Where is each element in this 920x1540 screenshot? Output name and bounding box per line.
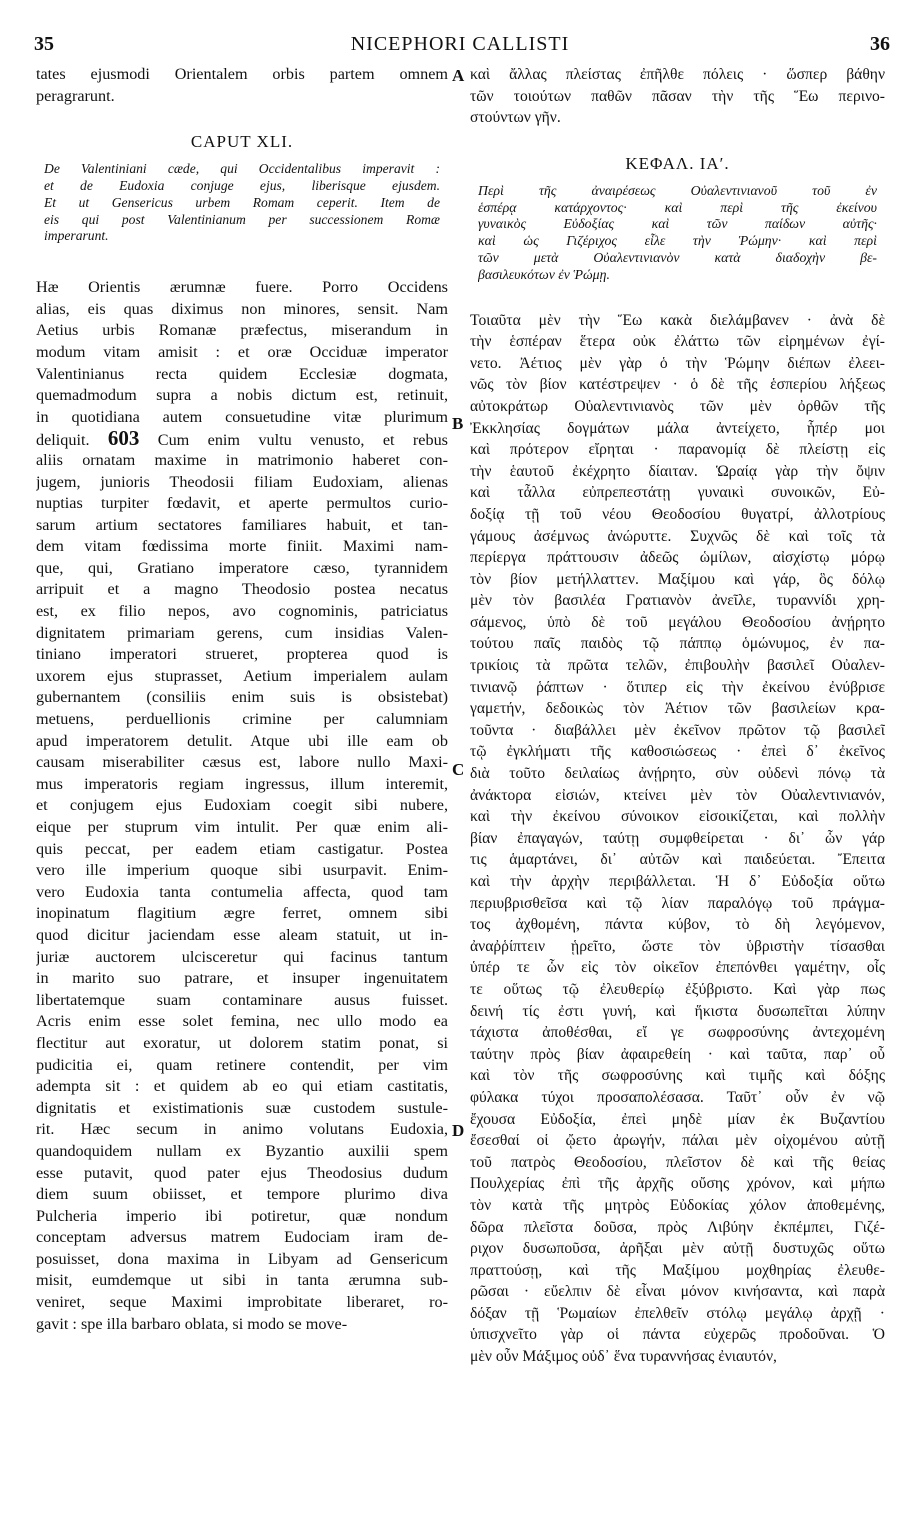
text-line: μὲν τὸν βασιλέα Γρατιανὸν ἀνεῖλε, τυραννίδι χρη- — [470, 592, 885, 610]
margin-letter-a: A — [452, 66, 465, 85]
text-line: est, ex filio nepos, avo cognominis, patriciatus — [36, 602, 448, 621]
text-line: γαμετήν, δεδοικὼς τὸν Ἀέτιον τῶν βασιλείων κρα- — [470, 700, 885, 718]
greek-chapter-heading: ΚΕΦΑΛ. ΙΑʹ. — [625, 153, 730, 173]
text-line: Πουλχερίας ἐπὶ τῆς ἀρχῆς οὔσης χρόνον, καὶ μήπω — [470, 1175, 885, 1193]
text-line: δεινή τίς ἐστι γυνή, καὶ ἥκιστα δυσωπεῖται λύπην — [470, 1002, 885, 1020]
text-line: causam miserabiliter cæsus est, labore nullo Maxi- — [36, 753, 448, 772]
text-line: καὶ πρότερον εἴρηται · παρανομίᾳ δὲ πλείστῃ εἰς — [470, 441, 885, 459]
latin-chapter-heading: CAPUT XLI. — [190, 132, 294, 152]
text-line: quod dicitur jaciendam esse aleam statuit, ut in- — [36, 925, 448, 944]
text-line: Hæ Orientis ærumnæ fuere. Porro Occidens — [36, 278, 448, 297]
text-line: gavit : spe illa barbaro oblata, si modo se move- — [36, 1314, 348, 1333]
text-line: καὶ τὴν ἀρχὴν περιβάλλεται. Ἡ δ᾽ Εὐδοξία οὕτω — [470, 873, 885, 890]
summary-line: βασιλευκότων ἐν Ῥώμῃ. — [478, 266, 610, 282]
text-line: τὴν ἑσπέραν ἕτερα οὐκ ἐλάττω τῶν εἰρημένων ἐγί- — [470, 333, 885, 351]
text-line: φύλακα τύχοι προσαπολέσασα. Ταῦτ᾽ οὖν ἐν νῷ — [470, 1088, 885, 1106]
text-line: Valentinianus recta quidem Ecclesiæ dogmata, — [36, 364, 448, 383]
text-line: ρῶσαι · εὔελπιν δὲ εἶναι μόνον κινήσαντα, καὶ παρὰ — [470, 1283, 885, 1301]
text-line: βίαν ἐπαγαγών, ταύτῃ συμφθείρεται · δι᾽ ὧν γάρ — [470, 829, 885, 847]
text-line: deliquit. 603 Cum enim vultu venusto, et rebus — [36, 428, 448, 450]
summary-line: De Valentiniani cæde, qui Occidentalibus imperavit : — [44, 161, 440, 177]
text-line: inopinatum flagitium ægre ferret, omnem sibi — [36, 904, 448, 923]
text-line: Aetius urbis Romanæ præfectus, miserandum in — [36, 321, 448, 340]
summary-line: τῶν μετὰ Οὐαλεντινιανὸν κατὰ διαδοχὴν βε- — [478, 249, 877, 265]
text-line: veniret, seque Maximi improbitate liberaret, ro- — [36, 1293, 448, 1312]
text-line: περίεργα πράττουσιν ἀδεῶς ὡμίλων, αἰσχίστῳ μόρῳ — [470, 549, 885, 567]
text-line: τούτου παῖς παιδὸς τῷ πάππῳ ὁμώνυμος, ἐν πα- — [470, 635, 885, 653]
text-line: adempta sit : et quidem ab eo qui etiam castitatis, — [36, 1077, 448, 1096]
summary-line: Et ut Gensericus urbem Romam ceperit. Item de — [44, 194, 440, 210]
text-line: τρικίοις τὰ πρῶτα τελῶν, ἐπιβουλὴν βασιλεῖ Οὐαλεν- — [470, 657, 885, 675]
text-line: et conjugem ejus Eudoxiam coegit sibi nubere, — [36, 796, 448, 815]
text-line: conceptam adversus matrem Eudociam iram de- — [36, 1228, 448, 1247]
text-line: in marito suo patrare, et insuper ingenuitatem — [36, 969, 448, 988]
latin-column — [36, 64, 448, 1335]
text-line: καὶ τὴν ἐκείνου σύνοικον εἰσοικίζεται, καὶ πολλὴν — [470, 808, 885, 826]
text-line: Ἐκκλησίας δογμάτων μάλα ἀντείχετο, ἧπέρ μοι — [470, 419, 885, 437]
text-line: Acris enim esse solet femina, nec ullo modo ea — [36, 1012, 448, 1031]
margin-letter-b: B — [452, 414, 464, 433]
text-line: τὸν κατὰ τῆς μητρὸς Εὐδοκίας χόλον ἀποθεμένης, — [470, 1196, 885, 1214]
text-line: jugem, junioris Theodosii filiam Eudoxiam, alienas — [36, 472, 448, 491]
text-line: in quotidiana autem consuetudine vitæ plurimum — [36, 407, 448, 426]
latin-chapter-summary — [36, 161, 448, 245]
summary-line: et de Eudoxia conjuge ejus, liberisque ejusdem. — [44, 177, 440, 193]
text-line: Τοιαῦτα μὲν τὴν Ἕω κακὰ διελάμβανεν · ἀνὰ δὲ — [470, 311, 885, 329]
text-line: metuens, perduellionis crimine per calumniam — [36, 710, 448, 729]
text-line: ἔσεσθαί οἱ ᾤετο ἀρωγήν, πάλαι μὲν οἰχομένου αὐτῇ — [470, 1132, 885, 1150]
text-line: juriæ auctorem ulcisceretur qui facinus tantum — [36, 947, 448, 966]
text-line: eique per stuprum vim intulit. Per quæ enim ali- — [36, 818, 448, 837]
text-line: καὶ τὸν τῆς σωφροσύνης καὶ τιμῆς καὶ δόξης — [470, 1067, 885, 1085]
text-line: diem suum obiisset, et tempore plurimo diva — [36, 1185, 448, 1204]
greek-column — [470, 64, 885, 1368]
text-line: σάμενος, ὑπὸ δὲ τοῦ μεγάλου Θεοδοσίου ἀνῄρητο — [470, 613, 885, 631]
text-line: τοῦντα · διαβάλλει μὲν ἐκεῖνον πρῶτον τῷ βασιλεῖ — [470, 721, 885, 739]
latin-body-text — [36, 277, 448, 1335]
summary-line: Περὶ τῆς ἀναιρέσεως Οὐαλεντινιανοῦ τοῦ ἐν — [478, 182, 877, 198]
summary-line: καὶ ὡς Γιζέριχος εἷλε τὴν Ῥώμην· καὶ περὶ — [478, 233, 877, 249]
text-line: esse putavit, quod pater ejus Theodosius dudum — [36, 1163, 448, 1182]
greek-intro — [470, 64, 885, 129]
text-line: τοῦ πατρὸς Θεοδοσίου, πλεῖστον δὲ καὶ τῆς θείας — [470, 1153, 885, 1171]
text-line: αὐτοκράτωρ Οὐαλεντινιανὸς τῶν μὲν ὀρθῶν τῆς — [470, 397, 885, 415]
text-line: libertatemque suam contaminare ausus fuisset. — [36, 990, 448, 1009]
text-line: νετο. Ἀέτιος μὲν γὰρ ὁ τὴν Ῥώμην διέπων ἐλεει- — [470, 354, 885, 372]
text-line: apud imperatorem detulit. Atque ubi ille eam ob — [36, 731, 448, 750]
text-line: μὲν οὖν Μάξιμος οὐδ᾽ ἕνα τυραννήσας ἐνιαυτόν, — [470, 1348, 777, 1366]
text-line: misit, eumdemque ut sibi in tanta ærumna sub- — [36, 1271, 448, 1290]
text-line: arripuit et a magno Theodosio postea necatus — [36, 580, 448, 599]
greek-body-text — [470, 310, 885, 1368]
text-line: tates ejusmodi Orientalem orbis partem omnem — [36, 65, 448, 83]
text-line: διὰ τοῦτο δειλαίως ἀνῄρητο, σὺν οὐδενὶ πόνῳ τὰ — [470, 765, 885, 783]
text-line: dignitatem primariam gerens, cum insidias Valen- — [36, 623, 448, 642]
text-line: τὴν ἑαυτοῦ ἐκέχρητο δίαιταν. Ὡραίᾳ γὰρ τὴν ὄψιν — [470, 462, 885, 480]
text-line: δῶρα πλεῖστα δοῦσα, πρὸς Λιβύην ἐκπέμπει, Γιζέ- — [470, 1218, 885, 1236]
text-line: τῶν τοιούτων παθῶν πᾶσαν τὴν τῆς Ἕω περινο- — [470, 87, 885, 105]
text-line: posuisset, dona maxima in Libyam ad Gensericum — [36, 1249, 448, 1268]
text-line: τε οὕτως τῷ ἐλευθερίῳ ἐξύβριστο. Καὶ γὰρ πως — [470, 980, 885, 998]
text-line: sarum artium sectatores familiares habuit, et tan- — [36, 515, 448, 534]
text-line: dignitatis et existimationis suæ custodem sustule- — [36, 1098, 448, 1117]
text-line: modum vitam amisit : et oræ Occiduæ imperator — [36, 342, 448, 361]
text-line: alias, eis quas diximus non minores, sensit. Nam — [36, 299, 448, 318]
page-number-right: 36 — [870, 33, 890, 55]
text-line: dem vitam fœdissima morte finiit. Maximi nam- — [36, 537, 448, 556]
text-line: δοξίᾳ τῇ τοῦ νέου Θεοδοσίου θυγατρί, ἀλλοτρίους — [470, 505, 885, 523]
text-line: tiniano imperatori strueret, propterea quod is — [36, 645, 448, 664]
text-line: Pulcheria imperio ibi potiretur, quæ nondum — [36, 1206, 448, 1225]
text-line: ἀναῤῥίπτειν ᾑρεῖτο, ὥστε τὸν ὑβριστὴν τίσασθαι — [470, 937, 885, 955]
text-line: peragrarunt. — [36, 86, 115, 105]
page-number-left: 35 — [34, 33, 54, 55]
text-line: flectitur aut exoratur, ut dolorem statim ponat, si — [36, 1033, 448, 1052]
text-line: nuptias turpiter fœdavit, et aperte permultos curio- — [36, 494, 448, 513]
text-line: γάμους ἀσέμνως ἀνώρυττε. Συχνῶς δὲ καὶ τοῖς τὰ — [470, 527, 885, 545]
margin-letter-d: D — [452, 1121, 465, 1140]
text-line: τος ἀχθομένη, πάντα κύβον, τὸ δὴ λεγόμενον, — [470, 916, 885, 934]
text-line: τὸν βίον μετήλλαττεν. Μαξίμου καὶ γάρ, ὃς δόλῳ — [470, 570, 885, 588]
text-line: ὑπέρ τε ὧν εἰς τὸν οἰκεῖον ἐπεπόνθει γαμέτην, οἷς — [470, 959, 885, 977]
text-line: uxorem ejus stuprasset, Aetium imperialem aulam — [36, 666, 448, 685]
text-line: que, qui, Gratiano imperatore cæso, tyrannidem — [36, 558, 448, 577]
text-line: τινιανῷ ῥάπτων · ὅτιπερ εἰς τὴν ἐκείνου ἐνύβρισε — [470, 678, 885, 696]
text-line: νῶς τὸν βίον κατέστρεψεν · ὁ δὲ τῆς ἑσπερίου λήξεως — [470, 376, 885, 394]
text-line: quis peccat, per eadem etiam castigatur. Postea — [36, 839, 448, 858]
text-line: τῷ ἐγκλήματι τῆς καθοσιώσεως · ἐπεὶ δ᾽ ἐκεῖνος — [470, 743, 885, 761]
text-line: mus imperatoris regiam ingressus, illum interemit, — [36, 774, 448, 793]
text-line: aliis ornatam maxime in matrimonio haberet con- — [36, 450, 448, 469]
text-line: καὶ ἄλλας πλείστας ἐπῆλθε πόλεις · ὥσπερ βάθην — [470, 66, 885, 83]
text-line: rit. Hæc secum in animo volutans Eudoxia, — [36, 1120, 448, 1139]
greek-chapter-summary — [470, 183, 885, 284]
text-line: ὑπισχνεῖτο γὰρ οἱ πάντα εὐχερῶς προδοῦναι. Ὁ — [470, 1326, 885, 1344]
summary-line: ἑσπέρᾳ κατάρχοντος· καὶ περὶ τῆς ἐκείνου — [478, 199, 877, 215]
text-line: pudicitia ei, quam retinere contendit, per vim — [36, 1055, 448, 1074]
text-line: vero Eudoxia tanta contumelia affecta, quod tam — [36, 882, 448, 901]
summary-line: eis qui post Valentinianum per successionem Romæ — [44, 211, 440, 227]
summary-line: γυναικὸς Εὐδοξίας καὶ τῶν παίδων αὐτῆς· — [478, 216, 877, 232]
text-line: καὶ τἆλλα εὐπρεπεστάτῃ γυναικὶ συνοικῶν, Εὐ- — [470, 484, 885, 502]
latin-intro — [36, 64, 448, 107]
running-header — [30, 33, 890, 63]
text-line: περιυβρισθεῖσα καὶ τῷ λίαν παραλόγῳ τοῦ πράγμα- — [470, 894, 885, 912]
text-line: vero ille imperium quoque sibi usurpavit. Enim- — [36, 861, 448, 880]
column-number: 603 — [107, 428, 140, 450]
running-title: NICEPHORI CALLISTI — [350, 33, 570, 55]
text-line: τάχιστα ἀποθέσθαι, εἴ γε σωφροσύνης ἀντεχομένη — [470, 1024, 885, 1042]
text-line: πραττούσῃ, καὶ τῆς Μαξίμου μοχθηρίας ἐλευθε- — [470, 1261, 885, 1279]
text-line: ταύτην πρὸς βίαν ἀφαιρεθείη · καὶ ταῦτα, παρ᾽ οὗ — [470, 1045, 885, 1063]
text-line: quemadmodum supra a nobis dictum est, retinuit, — [36, 386, 448, 405]
text-line: quandoquidem nullam ex Byzantio auxilii spem — [36, 1141, 448, 1160]
text-line: στούντων γῆν. — [470, 109, 561, 127]
text-line: ἔχουσα Εὐδοξία, ἐπεὶ μηδὲ μίαν ἐκ Βυζαντίου — [470, 1110, 885, 1128]
margin-letter-c: C — [452, 760, 465, 779]
text-line: ἀνάκτορα εἰσιών, κτείνει μὲν τὸν Οὐαλεντινιανόν, — [470, 786, 885, 804]
text-line: δόξαν τῇ Ῥωμαίων ἐπελθεῖν στόλῳ μεγάλῳ ἀρχῇ · — [470, 1304, 885, 1322]
text-line: ριχον δυσωποῦσα, ἀρῆξαι μὲν αὐτῇ δυστυχῶς οὕτω — [470, 1240, 885, 1258]
text-line: gubernantem (consiliis enim suis is obsistebat) — [36, 688, 448, 707]
summary-line: imperarunt. — [44, 228, 109, 244]
text-line: τις ἁμαρτάνει, δι᾽ αὐτῶν καὶ παιδεύεται. Ἔπειτα — [470, 851, 885, 869]
